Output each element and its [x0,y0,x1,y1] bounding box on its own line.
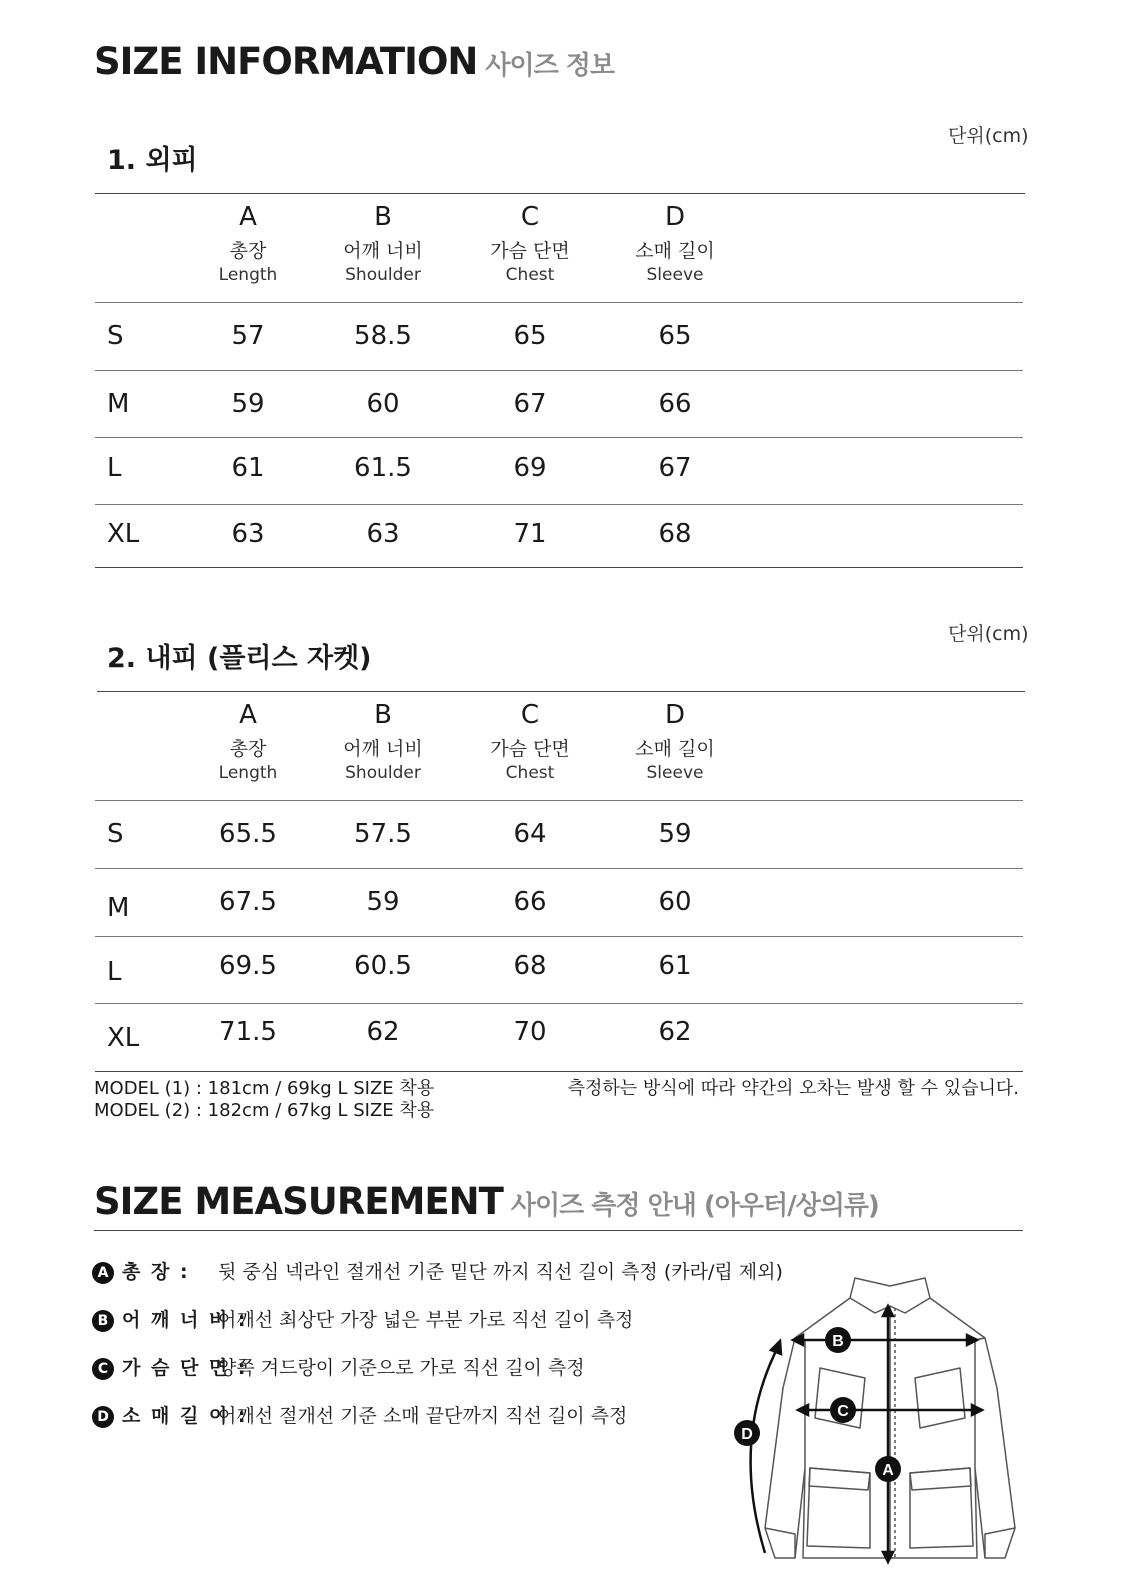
column-label-en: Length [218,265,278,285]
value-sleeve: 62 [658,1017,692,1047]
column-letter: A [239,700,257,730]
column-label-kr: 어깨 너비 [343,240,423,262]
column-label-kr: 가슴 단면 [490,240,570,262]
value-shoulder: 59 [366,887,400,917]
value-sleeve: 65 [658,321,692,351]
model-info [94,1078,434,1122]
right-chest-pocket [915,1368,965,1428]
value-length: 67.5 [219,887,277,917]
arrowhead [883,1552,893,1562]
column-label-en: Chest [505,265,555,285]
right-sleeve-seam [975,1338,985,1468]
measurement-label: 어 깨 너 비 : [122,1309,248,1331]
measurement-subtitle: 사이즈 측정 안내 (아우터/상의류) [510,1191,879,1221]
arrowhead [798,1405,808,1415]
column-label-kr: 소매 길이 [635,738,715,760]
value-shoulder: 58.5 [354,321,412,351]
page-title-text: SIZE INFORMATION [94,40,478,83]
table-row [95,371,1023,438]
column-header-sleeve [600,700,750,784]
measurement-desc: 어깨선 절개선 기준 소매 끝단까지 직선 길이 측정 [218,1405,628,1427]
table2-title: 2. 내피 (플리스 자켓) [107,643,372,674]
arrowhead [972,1405,982,1415]
column-header-chest [455,202,605,286]
left-lower-pocket [807,1468,870,1548]
value-sleeve: 68 [658,519,692,549]
column-label-kr: 어깨 너비 [343,738,423,760]
table-row [95,501,1023,568]
table1-title: 1. 외피 [107,145,198,176]
measurement-title-text: SIZE MEASUREMENT [94,1180,503,1223]
table-bottom-rule [95,1071,1023,1072]
column-label-en: Chest [505,763,555,783]
model-info-line: MODEL (1) : 181cm / 69kg L SIZE 착용 [94,1078,435,1099]
value-sleeve: 60 [658,887,692,917]
measurement-note: 측정하는 방식에 따라 약간의 오차는 발생 할 수 있습니다. [567,1078,1019,1099]
marker-b-label: B [832,1333,844,1350]
value-sleeve: 67 [658,453,692,483]
measurement-desc: 어깨선 최상단 가장 넓은 부분 가로 직선 길이 측정 [218,1309,634,1331]
badge-c-icon: C [92,1358,114,1380]
table-bottom-rule [95,567,1023,568]
size-label: L [107,453,122,483]
column-header-length [173,700,323,784]
value-chest: 71 [513,519,547,549]
marker-c-label: C [837,1403,849,1420]
value-sleeve: 66 [658,389,692,419]
marker-d-label: D [741,1426,753,1443]
value-chest: 68 [513,951,547,981]
size-label: XL [107,519,140,549]
table1-unit: 단위(cm) [948,125,1029,147]
column-label-kr: 총장 [229,738,267,760]
value-chest: 66 [513,887,547,917]
column-header-shoulder [308,202,458,286]
measurement-desc: 양쪽 겨드랑이 기준으로 가로 직선 길이 측정 [218,1357,585,1379]
column-label-en: Sleeve [646,763,704,783]
measurement-desc: 뒷 중심 넥라인 절개선 기준 밑단 까지 직선 길이 측정 (카라/립 제외) [218,1261,783,1283]
value-shoulder: 61.5 [354,453,412,483]
table-row [95,435,1023,502]
measurement-item-chest [92,1355,585,1381]
left-pocket-flap [809,1468,870,1490]
size-table-outer [95,194,1023,568]
column-letter: D [664,202,686,232]
jacket-diagram-icon [725,1268,1035,1568]
column-letter: A [239,202,257,232]
left-sleeve-seam [795,1338,805,1468]
size-label: S [107,321,124,351]
value-shoulder: 60 [366,389,400,419]
measurement-label: 가 슴 단 면 : [122,1357,248,1379]
value-chest: 67 [513,389,547,419]
measurement-label: 소 매 길 이 : [122,1405,248,1427]
value-shoulder: 63 [366,519,400,549]
measurement-title [94,1180,879,1223]
table-row [95,869,1023,936]
column-label-kr: 소매 길이 [635,240,715,262]
column-label-en: Shoulder [345,265,421,285]
model-info-line: MODEL (2) : 182cm / 67kg L SIZE 착용 [94,1100,435,1121]
column-header-length [173,202,323,286]
value-shoulder: 62 [366,1017,400,1047]
value-shoulder: 57.5 [354,819,412,849]
value-length: 65.5 [219,819,277,849]
column-label-en: Sleeve [646,265,704,285]
measurement-label: 총 장 : [122,1261,190,1283]
value-chest: 64 [513,819,547,849]
measurement-item-shoulder [92,1307,633,1333]
column-header-shoulder [308,700,458,784]
measurement-item-sleeve [92,1403,627,1429]
value-length: 61 [231,453,265,483]
table-row [95,999,1023,1066]
marker-a-label: A [882,1462,894,1479]
page-subtitle: 사이즈 정보 [485,51,614,81]
value-length: 69.5 [219,951,277,981]
table2-unit: 단위(cm) [948,623,1029,645]
measurement-item-length [92,1259,783,1285]
column-label-en: Length [218,763,278,783]
column-label-en: Shoulder [345,763,421,783]
table-row [95,303,1023,370]
column-header-sleeve [600,202,750,286]
value-length: 63 [231,519,265,549]
size-label: M [107,893,130,923]
page-title [94,40,614,83]
column-letter: D [664,700,686,730]
arrowhead [771,1341,781,1354]
value-length: 59 [231,389,265,419]
badge-d-icon: D [92,1406,114,1428]
badge-a-icon: A [92,1262,114,1284]
value-chest: 70 [513,1017,547,1047]
column-header-chest [455,700,605,784]
arrowhead [793,1335,803,1345]
column-letter: B [374,202,392,232]
table-row [95,801,1023,868]
value-length: 71.5 [219,1017,277,1047]
value-chest: 69 [513,453,547,483]
value-length: 57 [231,321,265,351]
right-lower-pocket [910,1468,973,1548]
size-label: S [107,819,124,849]
badge-b-icon: B [92,1310,114,1332]
column-label-kr: 총장 [229,240,267,262]
value-shoulder: 60.5 [354,951,412,981]
column-label-kr: 가슴 단면 [490,738,570,760]
right-pocket-flap [910,1468,971,1490]
column-letter: C [520,700,540,730]
table-row [95,933,1023,1000]
size-label: M [107,389,130,419]
column-letter: C [520,202,540,232]
size-label: L [107,957,122,987]
value-chest: 65 [513,321,547,351]
value-sleeve: 59 [658,819,692,849]
measurement-rule [94,1230,1023,1231]
column-letter: B [374,700,392,730]
size-label: XL [107,1023,140,1053]
size-table-inner [95,692,1023,1074]
value-sleeve: 61 [658,951,692,981]
